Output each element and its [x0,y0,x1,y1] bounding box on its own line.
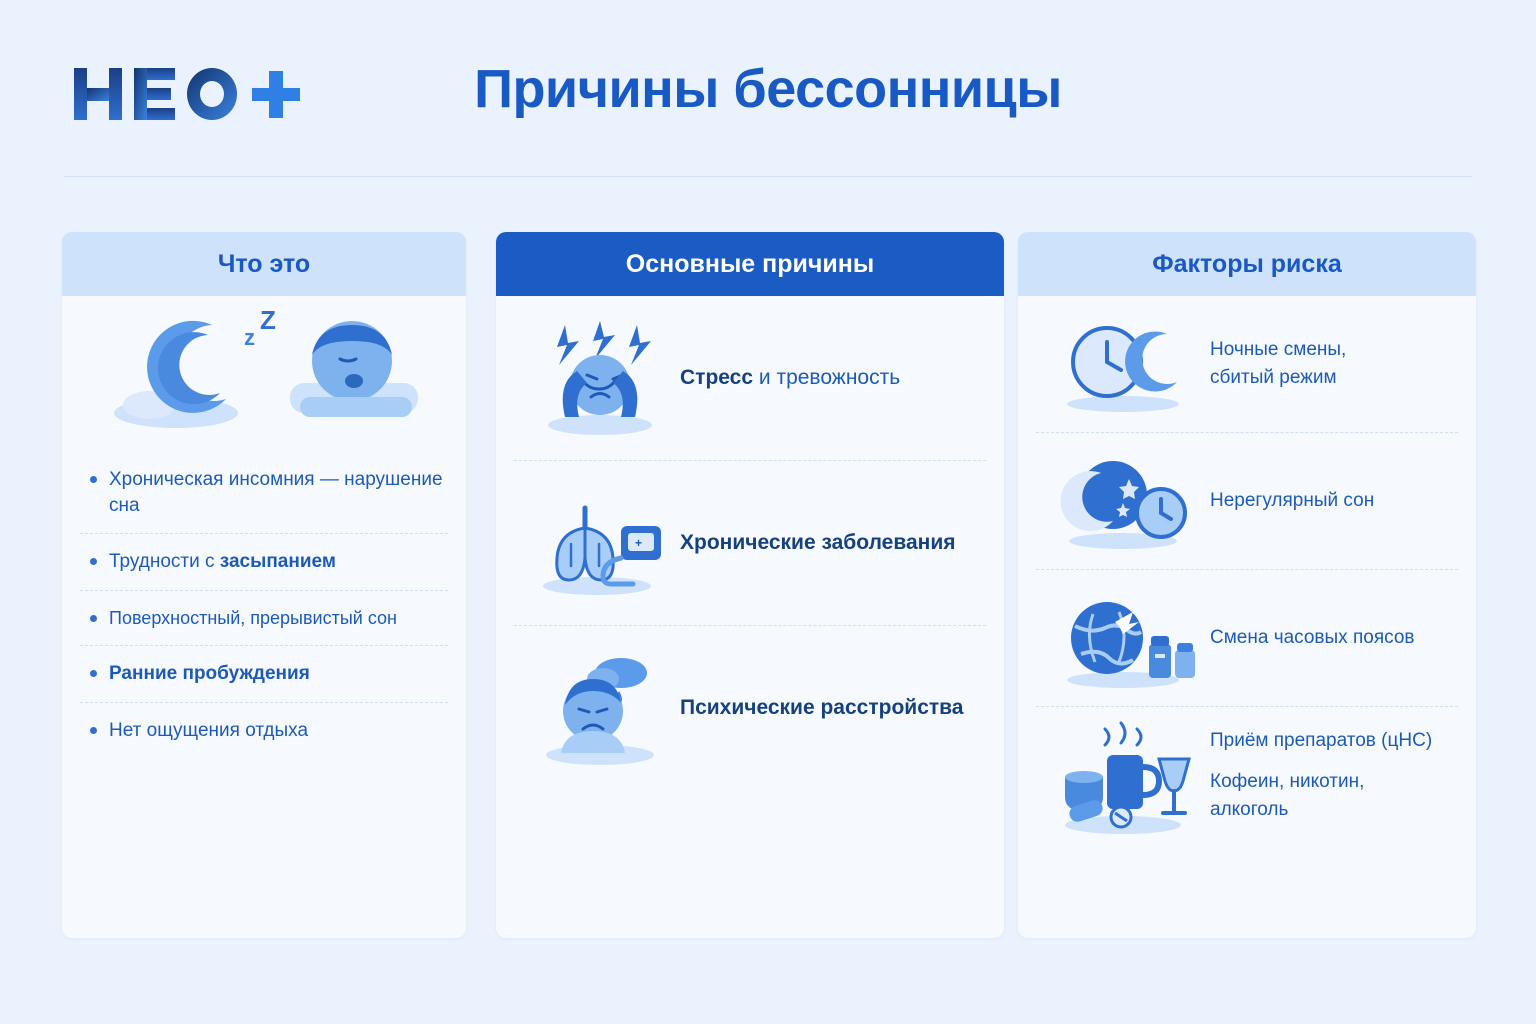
risk-label [1210,487,1374,515]
list-item [1036,707,1458,843]
what-is-list [80,452,448,759]
list-item [1036,296,1458,433]
moon-sleeping-person-icon [80,296,448,446]
bullet-dot-icon [90,558,97,565]
risk-label-line: сбитый режим [1210,367,1337,388]
list-item [80,646,448,703]
cause-label-bold: Психические расстройства [680,696,964,720]
risk-label [1210,336,1346,391]
list-item-label: Ранние пробуждения [109,663,310,685]
cause-label [680,529,955,556]
risk-label-line: алкоголь [1210,798,1289,820]
sad-person-cloud-icon [520,648,680,768]
cause-label-bold: Хронические заболевания [680,531,956,555]
lungs-bloodpressure-icon [520,483,680,603]
clock-moon-icon [1040,312,1210,416]
risk-label-line: Смена часовых поясов [1210,627,1415,649]
page-header [0,0,1536,175]
list-item [514,461,986,626]
list-item [514,296,986,461]
globe-pills-icon [1040,586,1210,690]
svg-text:+: + [635,536,643,550]
bullet-dot-icon [90,727,97,734]
list-item-label: Нет ощущения отдыха [109,719,309,741]
list-item [514,626,986,790]
card-what-is [62,232,466,938]
list-item [80,591,448,646]
list-item [80,703,448,759]
card-main-causes-heading: Основные причины [496,232,1004,296]
list-item-label-plain: Трудности с [109,551,220,573]
moon-stars-clock-icon [1040,449,1210,553]
list-item [80,534,448,591]
bullet-dot-icon [90,615,97,622]
card-risk-factors-heading: Факторы риска [1018,232,1476,296]
risk-label-line: Кофеин, никотин, [1210,771,1365,793]
list-item [80,452,448,534]
page-title: Причины бессонницы [474,59,1062,119]
card-risk-factors [1018,232,1476,938]
risk-label-line: Нерегулярный сон [1210,490,1375,512]
cause-label-plain: и тревожность [753,366,901,390]
risk-label-line: Ночные смены, [1210,339,1347,361]
cause-label [680,364,900,391]
card-main-causes [496,232,1004,938]
list-item [1036,570,1458,707]
stress-headache-icon [520,318,680,438]
bullet-dot-icon [90,476,97,483]
coffee-wine-pills-icon [1040,723,1210,827]
list-item-label-bold: засыпанием [219,551,336,573]
header-divider [64,176,1472,177]
bullet-dot-icon [90,670,97,677]
risk-label-line: Приём препаратов (цНС) [1210,729,1433,751]
list-item-label: Поверхностный, прерывистый сон [109,607,397,628]
cause-label-bold: Стресс [680,366,754,390]
risk-label [1210,624,1414,652]
cause-label [680,694,963,721]
svg-text:z: z [244,325,255,350]
list-item-label: Хроническая инсомния — нарушение сна [109,469,443,516]
svg-text:Z: Z [260,305,276,335]
list-item [1036,433,1458,570]
card-what-is-heading: Что это [62,232,466,296]
risk-label [1210,727,1432,824]
